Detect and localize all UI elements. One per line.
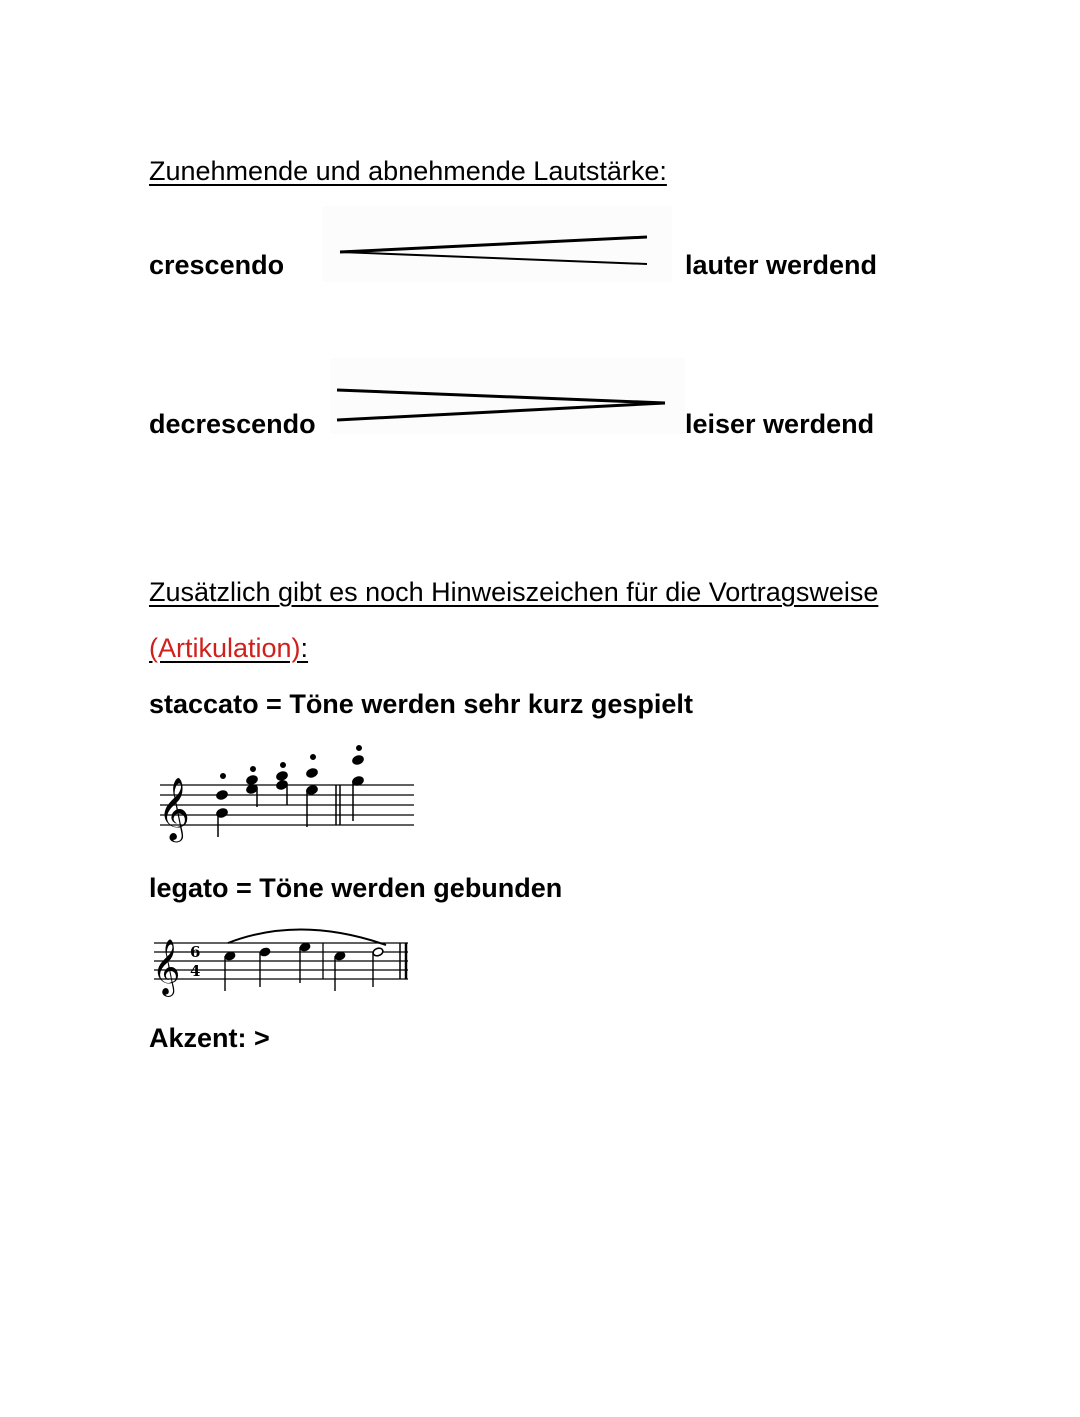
staccato-notation-icon: [152, 745, 422, 845]
articulation-term: (Artikulation): [149, 633, 301, 663]
articulation-subheading: [149, 633, 308, 664]
crescendo-meaning: lauter werdend: [685, 250, 878, 280]
legato-definition: legato = Töne werden gebunden: [149, 873, 563, 903]
decrescendo-meaning: leiser werdend: [685, 409, 875, 439]
accent-definition: Akzent: >: [149, 1023, 270, 1053]
staccato-definition: staccato = Töne werden sehr kurz gespielt: [149, 689, 693, 719]
decrescendo-hairpin-icon: [330, 358, 685, 434]
articulation-heading: Zusätzlich gibt es noch Hinweiszeichen für die Vortragsweise: [149, 577, 879, 607]
legato-time-bottom: 4: [190, 962, 201, 980]
crescendo-hairpin-icon: [322, 206, 672, 282]
articulation-colon: :: [300, 633, 309, 663]
legato-notation-icon: [150, 925, 415, 1003]
legato-time-top: 6: [190, 943, 201, 961]
crescendo-term: crescendo: [149, 250, 285, 280]
dynamics-heading: Zunehmende und abnehmende Lautstärke:: [149, 156, 667, 186]
svg-text:𝄞: 𝄞: [152, 939, 181, 995]
decrescendo-term: decrescendo: [149, 409, 316, 439]
svg-text:𝄞: 𝄞: [158, 777, 190, 840]
